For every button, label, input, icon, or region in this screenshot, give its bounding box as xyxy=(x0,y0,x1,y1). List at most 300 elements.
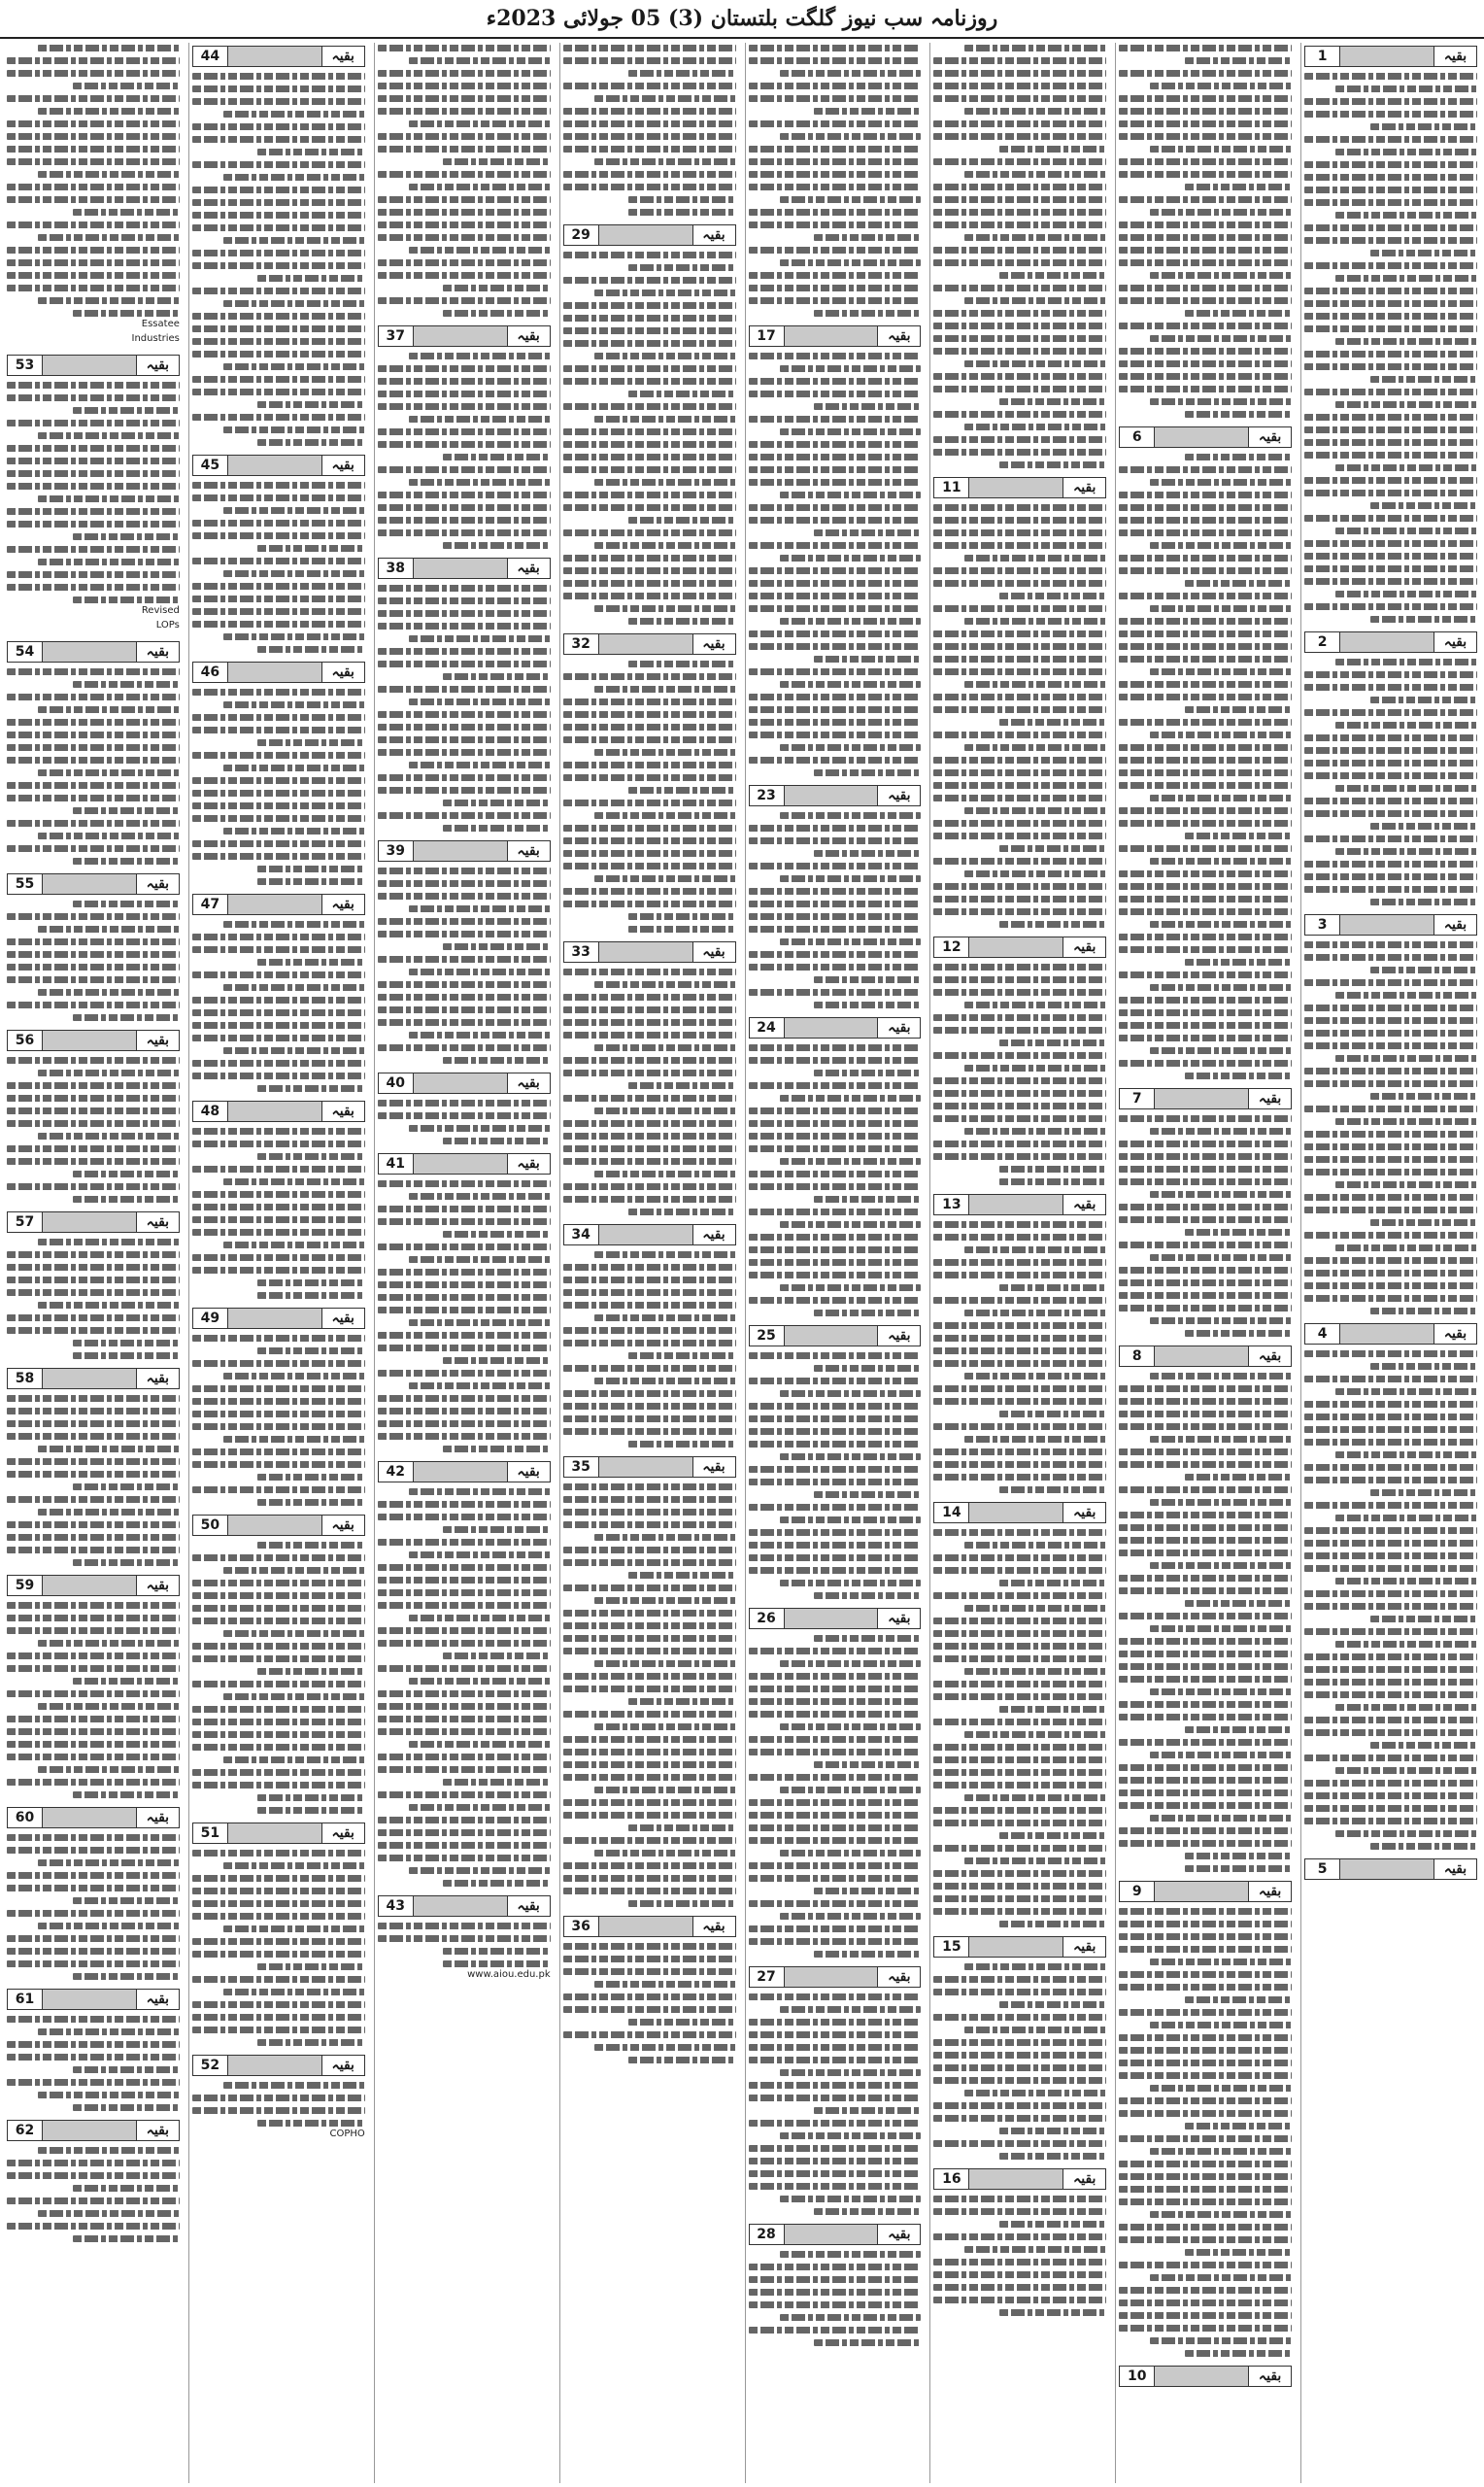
text-line xyxy=(378,403,551,410)
text-line xyxy=(563,1968,736,1975)
article-text xyxy=(749,1350,922,1599)
text-line xyxy=(999,921,1106,928)
text-line xyxy=(749,1824,922,1831)
text-line xyxy=(749,2057,922,2063)
text-line xyxy=(563,1327,736,1334)
text-line xyxy=(628,1352,735,1359)
text-line xyxy=(563,762,736,768)
text-line xyxy=(563,340,736,347)
text-line xyxy=(1119,1984,1292,1991)
text-line xyxy=(933,1769,1106,1776)
text-line xyxy=(933,1807,1106,1814)
text-line xyxy=(933,2196,1106,2202)
continuation-label: بقیہ xyxy=(1433,1859,1476,1879)
tag-bar xyxy=(414,326,507,346)
text-line xyxy=(1119,1701,1292,1708)
text-line xyxy=(749,1875,922,1882)
text-line xyxy=(964,807,1106,814)
text-line xyxy=(1304,1729,1477,1736)
text-line xyxy=(999,845,1106,852)
text-line xyxy=(563,1875,736,1882)
article-text xyxy=(933,962,1106,1185)
text-line xyxy=(378,1345,551,1351)
article-block xyxy=(1304,43,1477,623)
text-line xyxy=(1304,1080,1477,1087)
text-line xyxy=(223,1436,365,1443)
text-line xyxy=(964,2090,1106,2096)
text-line xyxy=(1304,174,1477,181)
text-line xyxy=(1335,591,1477,597)
text-line xyxy=(409,1193,551,1200)
text-line xyxy=(192,288,365,294)
text-line xyxy=(409,1741,551,1748)
text-line xyxy=(563,800,736,806)
text-line xyxy=(38,1923,180,1929)
text-line xyxy=(749,1415,922,1422)
text-line xyxy=(780,1158,922,1165)
text-line xyxy=(1119,2236,1292,2243)
text-line xyxy=(964,171,1106,178)
text-line xyxy=(1304,941,1477,948)
text-line xyxy=(1119,618,1292,625)
text-line xyxy=(933,373,1106,380)
text-line xyxy=(1119,1115,1292,1122)
text-line xyxy=(1119,656,1292,663)
text-line xyxy=(1304,671,1477,678)
text-line xyxy=(749,1259,922,1266)
text-line xyxy=(192,1643,365,1650)
text-line xyxy=(814,656,921,663)
continuation-tag xyxy=(1119,2366,1292,2387)
continuation-label: بقیہ xyxy=(507,1154,550,1174)
continuation-number: 61 xyxy=(8,1990,43,2009)
text-line xyxy=(1119,466,1292,473)
text-line xyxy=(1185,706,1292,713)
text-line xyxy=(933,1297,1106,1304)
text-line xyxy=(563,1302,736,1309)
text-line xyxy=(378,1539,551,1546)
text-line xyxy=(563,1133,736,1140)
article-block xyxy=(749,782,922,1008)
text-line xyxy=(749,297,922,304)
text-line xyxy=(933,323,1106,329)
continuation-tag xyxy=(749,1608,922,1629)
text-line xyxy=(1304,1017,1477,1024)
continuation-tag xyxy=(378,1895,551,1917)
tag-bar xyxy=(228,1309,321,1328)
continuation-number: 45 xyxy=(193,456,228,475)
text-line xyxy=(7,1690,180,1697)
text-line xyxy=(749,247,922,254)
text-line xyxy=(7,757,180,764)
text-line xyxy=(1304,1691,1477,1698)
article-text xyxy=(933,2194,1106,2316)
text-line xyxy=(749,694,922,700)
text-line xyxy=(749,1120,922,1127)
text-line xyxy=(73,209,180,216)
text-line xyxy=(378,1501,551,1508)
text-line xyxy=(749,1145,922,1152)
continuation-tag xyxy=(192,894,365,915)
continuation-label: بقیہ xyxy=(1433,632,1476,652)
text-line xyxy=(7,571,180,578)
continuation-number: 16 xyxy=(934,2169,969,2189)
text-line xyxy=(933,1592,1106,1599)
continuation-label: بقیہ xyxy=(136,642,179,662)
text-line xyxy=(378,234,551,241)
continuation-number: 48 xyxy=(193,1102,228,1121)
text-line xyxy=(192,997,365,1004)
continuation-number: 12 xyxy=(934,937,969,957)
text-line xyxy=(594,1107,736,1114)
text-line xyxy=(964,1731,1106,1738)
article-block xyxy=(192,1820,365,2046)
tag-bar xyxy=(414,1154,507,1174)
continuation-label: بقیہ xyxy=(692,634,735,654)
article-block xyxy=(563,1453,736,1907)
text-line xyxy=(378,1514,551,1520)
text-line xyxy=(1119,2047,1292,2054)
article-block xyxy=(1119,1343,1292,1872)
text-line xyxy=(7,546,180,553)
text-line xyxy=(1304,187,1477,193)
text-line xyxy=(749,1542,922,1549)
article-text xyxy=(1119,1906,1292,2357)
text-line xyxy=(1370,967,1477,973)
tag-bar xyxy=(785,326,878,346)
article-text xyxy=(1119,2391,1292,2393)
text-line xyxy=(38,1859,180,1866)
text-line xyxy=(1304,553,1477,560)
continuation-number: 52 xyxy=(193,2056,228,2075)
continuation-number: 57 xyxy=(8,1212,43,1232)
text-line xyxy=(378,1307,551,1313)
text-line xyxy=(628,1441,735,1448)
article-text xyxy=(749,1992,922,2215)
text-line xyxy=(1304,1565,1477,1572)
text-line xyxy=(933,1630,1106,1637)
text-line xyxy=(378,1577,551,1584)
article-text xyxy=(1119,1113,1292,1337)
text-line xyxy=(749,732,922,738)
text-line xyxy=(933,1744,1106,1751)
text-line xyxy=(1304,1270,1477,1277)
text-line xyxy=(443,1960,550,1967)
continuation-tag xyxy=(563,1456,736,1478)
continuation-tag xyxy=(933,1936,1106,1958)
text-line xyxy=(378,1817,551,1823)
text-line xyxy=(257,739,364,746)
text-line xyxy=(594,1787,736,1793)
text-line xyxy=(999,1921,1106,1927)
text-line xyxy=(257,1292,364,1299)
text-line xyxy=(378,1180,551,1187)
tag-bar xyxy=(969,1195,1062,1214)
text-line xyxy=(1370,616,1477,623)
continuation-label: بقیہ xyxy=(1062,1195,1105,1214)
text-line xyxy=(749,285,922,291)
text-line xyxy=(38,45,180,51)
text-line xyxy=(933,1360,1106,1367)
text-line xyxy=(594,1378,736,1384)
text-line xyxy=(7,1458,180,1465)
text-line xyxy=(933,2077,1106,2084)
continuation-number: 24 xyxy=(750,1018,785,1038)
text-line xyxy=(563,171,736,178)
text-line xyxy=(192,1706,365,1713)
text-line xyxy=(1304,1232,1477,1239)
text-line xyxy=(443,1357,550,1364)
text-line xyxy=(223,765,365,771)
text-line xyxy=(223,701,365,708)
text-line xyxy=(933,133,1106,140)
text-line xyxy=(594,605,736,612)
text-line xyxy=(38,1703,180,1710)
text-line xyxy=(814,1592,921,1599)
text-line xyxy=(38,833,180,839)
text-line xyxy=(73,807,180,814)
text-line xyxy=(7,1602,180,1609)
text-line xyxy=(1304,835,1477,842)
text-line xyxy=(1119,171,1292,178)
text-line xyxy=(749,643,922,650)
continuation-tag xyxy=(749,785,922,806)
text-line xyxy=(964,1542,1106,1549)
text-line xyxy=(378,585,551,592)
continuation-label: بقیہ xyxy=(507,559,550,578)
continuation-label: بقیہ xyxy=(321,2056,364,2075)
text-line xyxy=(999,1580,1106,1586)
tag-bar xyxy=(1155,1089,1248,1108)
text-line xyxy=(7,913,180,920)
text-line xyxy=(749,1057,922,1064)
text-line xyxy=(1119,630,1292,637)
text-line xyxy=(594,95,736,102)
text-line xyxy=(933,1782,1106,1789)
text-line xyxy=(1150,1562,1292,1569)
text-line xyxy=(1304,540,1477,547)
text-line xyxy=(749,416,922,423)
text-line xyxy=(1119,2110,1292,2117)
text-line xyxy=(257,1347,364,1354)
text-line xyxy=(1119,1575,1292,1582)
text-line xyxy=(378,1408,551,1414)
text-line xyxy=(192,1769,365,1776)
tag-bar xyxy=(785,1018,878,1038)
text-line xyxy=(409,1382,551,1389)
text-line xyxy=(1304,810,1477,817)
text-line xyxy=(443,1526,550,1533)
text-line xyxy=(749,57,922,64)
text-line xyxy=(999,2309,1106,2316)
text-line xyxy=(378,428,551,435)
text-line xyxy=(378,378,551,385)
text-line xyxy=(378,45,551,51)
article-block xyxy=(1304,911,1477,1314)
tag-bar xyxy=(599,942,692,962)
tag-bar xyxy=(228,663,321,682)
article-block xyxy=(7,1027,180,1203)
text-line xyxy=(1119,997,1292,1004)
text-line xyxy=(257,1542,364,1549)
text-line xyxy=(223,633,365,640)
text-line xyxy=(378,1564,551,1571)
text-line xyxy=(1304,1156,1477,1163)
text-line xyxy=(1119,95,1292,102)
text-line xyxy=(933,2014,1106,2021)
text-line xyxy=(1119,1971,1292,1978)
text-line xyxy=(192,389,365,395)
continuation-number: 5 xyxy=(1305,1859,1340,1879)
text-line xyxy=(409,1678,551,1685)
text-line xyxy=(563,492,736,498)
tag-bar xyxy=(43,642,136,662)
text-line xyxy=(1304,1805,1477,1812)
text-line xyxy=(1304,98,1477,105)
tag-bar xyxy=(414,841,507,861)
article-text xyxy=(933,1527,1106,1927)
text-line xyxy=(223,237,365,244)
text-line xyxy=(192,815,365,822)
text-line xyxy=(594,1660,736,1667)
continuation-tag xyxy=(192,1101,365,1122)
text-line xyxy=(964,297,1106,304)
article-block xyxy=(192,659,365,885)
text-line xyxy=(933,449,1106,456)
text-line xyxy=(964,681,1106,688)
article-block xyxy=(378,43,551,317)
text-line xyxy=(749,542,922,549)
text-line xyxy=(1304,237,1477,244)
text-line xyxy=(933,1845,1106,1852)
text-line xyxy=(999,1284,1106,1291)
text-line xyxy=(223,1630,365,1637)
text-line xyxy=(563,45,736,51)
text-line xyxy=(933,858,1106,865)
article-block xyxy=(749,1014,922,1316)
text-line xyxy=(7,1741,180,1748)
text-line xyxy=(563,774,736,781)
text-line xyxy=(999,461,1106,468)
text-line xyxy=(73,858,180,865)
text-line xyxy=(257,545,364,552)
text-line xyxy=(1304,439,1477,446)
text-line xyxy=(192,608,365,615)
text-line xyxy=(749,1862,922,1869)
text-line xyxy=(1119,1385,1292,1392)
text-line xyxy=(1119,1166,1292,1173)
text-line xyxy=(749,1554,922,1561)
text-line xyxy=(749,454,922,460)
text-line xyxy=(749,1993,922,2000)
article-block xyxy=(378,837,551,1064)
text-line xyxy=(378,623,551,630)
article-block xyxy=(563,221,736,625)
continuation-tag xyxy=(563,941,736,963)
text-line xyxy=(999,2221,1106,2228)
text-line xyxy=(749,1686,922,1692)
tag-bar xyxy=(785,2225,878,2244)
text-line xyxy=(1119,1216,1292,1223)
text-line xyxy=(192,1618,365,1624)
continuation-tag xyxy=(1304,631,1477,653)
text-line xyxy=(443,285,550,291)
text-line xyxy=(223,300,365,307)
article-text xyxy=(563,1482,736,1907)
text-line xyxy=(1150,2022,1292,2028)
text-line xyxy=(563,1415,736,1422)
article-text xyxy=(1304,657,1477,905)
text-line xyxy=(1335,1451,1477,1458)
text-line xyxy=(443,1652,550,1659)
text-line xyxy=(749,2327,922,2334)
continuation-number: 26 xyxy=(750,1609,785,1628)
text-line xyxy=(933,1027,1106,1034)
text-line xyxy=(378,108,551,115)
continuation-label: بقیہ xyxy=(1248,1089,1291,1108)
text-line xyxy=(378,1420,551,1427)
text-line xyxy=(1119,908,1292,915)
text-line xyxy=(7,1960,180,1967)
text-line xyxy=(749,825,922,832)
text-line xyxy=(628,209,735,216)
text-line xyxy=(7,2079,180,2086)
text-line xyxy=(933,1398,1106,1405)
column-2 xyxy=(1115,43,1295,2483)
text-line xyxy=(1119,234,1292,241)
article-block xyxy=(563,1221,736,1448)
text-line xyxy=(933,120,1106,127)
text-line xyxy=(192,1060,365,1067)
text-line xyxy=(780,2314,922,2321)
text-line xyxy=(378,517,551,524)
continuation-label: بقیہ xyxy=(136,356,179,375)
text-line xyxy=(378,1370,551,1377)
text-line xyxy=(378,1728,551,1735)
text-line xyxy=(38,769,180,776)
article-text xyxy=(563,1941,736,2063)
text-line xyxy=(628,391,735,397)
text-line xyxy=(378,1690,551,1697)
text-line xyxy=(192,2095,365,2101)
text-line xyxy=(73,901,180,907)
continuation-number: 53 xyxy=(8,356,43,375)
text-line xyxy=(192,1951,365,1958)
text-line xyxy=(1185,454,1292,460)
text-line xyxy=(7,938,180,945)
text-line xyxy=(7,1395,180,1402)
text-line xyxy=(7,133,180,140)
text-line xyxy=(1119,593,1292,599)
text-line xyxy=(7,694,180,700)
text-line xyxy=(7,1327,180,1334)
text-line xyxy=(1119,1840,1292,1847)
text-line xyxy=(933,259,1106,266)
text-line xyxy=(7,1948,180,1955)
text-line xyxy=(1304,136,1477,143)
text-line xyxy=(563,1428,736,1435)
text-line xyxy=(192,1875,365,1882)
text-line xyxy=(192,1423,365,1430)
text-line xyxy=(1119,643,1292,650)
tag-bar xyxy=(969,1503,1062,1522)
text-line xyxy=(192,262,365,269)
text-line xyxy=(1304,954,1477,961)
text-line xyxy=(1335,1830,1477,1837)
text-line xyxy=(73,1483,180,1490)
text-line xyxy=(749,1711,922,1718)
text-line xyxy=(1304,565,1477,572)
